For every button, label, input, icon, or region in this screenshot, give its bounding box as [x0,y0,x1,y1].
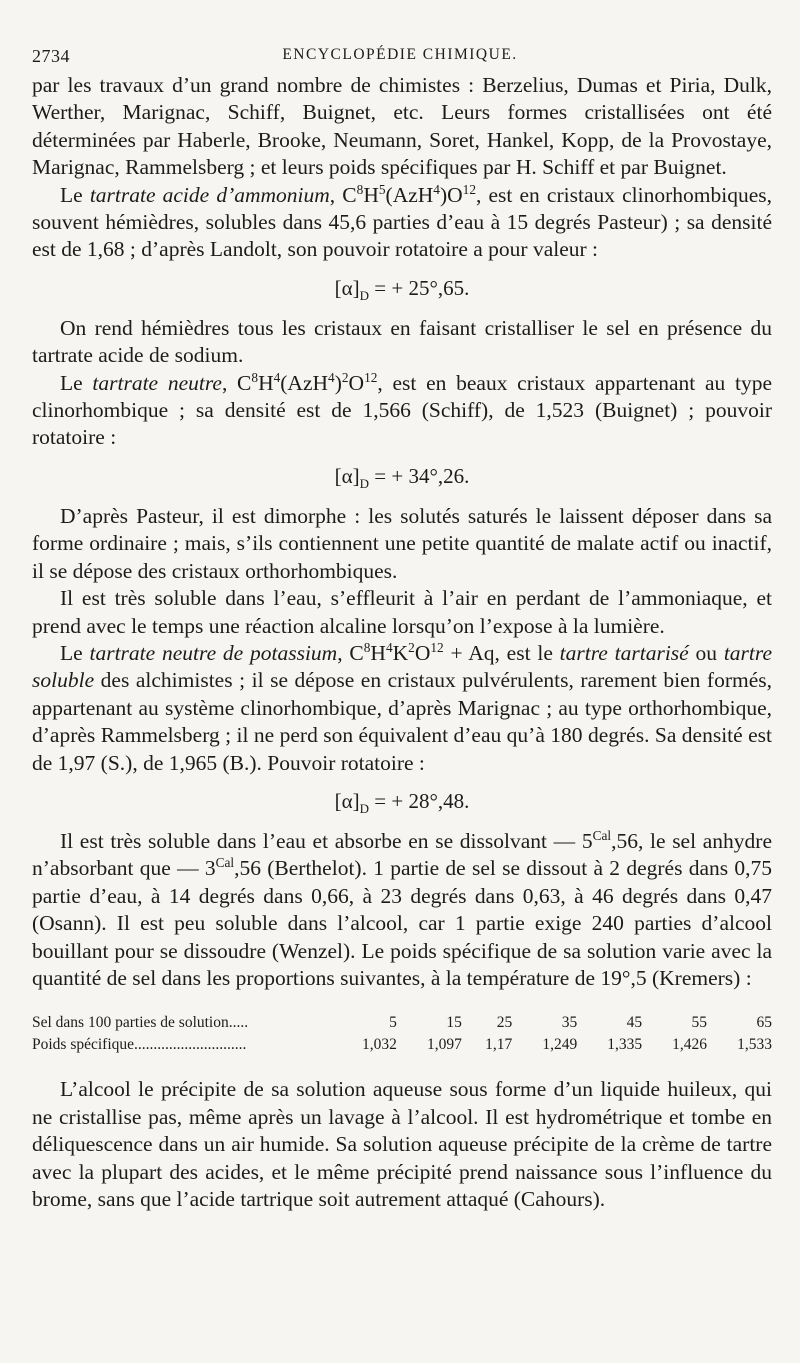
paragraph-3: On rend hémièdres tous les cristaux en faisant cristalliser le sel en présence du tartrate acide de sodium. [32,315,772,368]
table-cell: 5 [389,1014,397,1032]
table-cell: 1,249 [542,1036,578,1054]
paragraph-ammonium-acid-tartrate: Le tartrate acide d’ammonium, $C^8H^5(AzH^4)O^{12}$, est en cristaux clinorhombiques, souvent hémièdres, solubles dans 45,6 parties d’eau à 15 degrés Pasteur) ; sa densité est de 1,68 ; d’après Landolt, son pouvoir rotatoire a pour valeur : [32,181,772,262]
paragraph-neutral-tartrate: Le tartrate neutre, $C^8H^4(AzH^4)^2O^{12}$, est en beaux cristaux appartenant au type clinorhombique ; sa densité est de 1,566 (Schiff), de 1,523 (Buignet) ; pouvoir rotatoire : [32,369,772,450]
equation-rotatory-power-1: $[\alpha]_D$ = + 25°,65. [334,275,470,304]
running-title: ENCYCLOPÉDIE CHIMIQUE. [282,46,518,63]
table-cell: 25 [496,1014,513,1032]
row-label: Poids spécifique............................. [32,1036,247,1054]
compound-name: tartrate neutre de potassium [89,640,338,665]
table-cell: 35 [561,1014,578,1032]
page-header [32,40,768,72]
table-cell: 1,097 [426,1036,462,1054]
paragraph-potassium-tartrate: Le tartrate neutre de potassium, $C^8H^4K^2O^{12} + Aq$, est le tartre tartarisé ou tartre soluble des alchimistes ; il se dépose en cristaux pulvérulents, rarement bien formés, appartenant au système clinorhombique, d’après Marignac ; au type orthorhombique, d’après Rammelsberg ; il ne perd son équivalent d’eau qu’à 180 degrés. Sa densité est de 1,97 (S.), de 1,965 (B.). Pouvoir rotatoire : [32,639,773,775]
table-cell: 1,426 [672,1036,708,1054]
table-cell: 55 [691,1014,708,1032]
table-cell: 65 [756,1014,772,1032]
equation-rotatory-power-2: $[\alpha]_D$ = + 34°,26. [334,463,470,492]
paragraph-6: Il est très soluble dans l’eau, s’effleurit à l’air en perdant de l’ammoniaque, et prend avec le temps une réaction alcaline lorsqu’on l’expose à la lumière. [32,586,772,638]
table-cell: 1,032 [362,1036,397,1054]
specific-gravity-table [32,1012,772,1056]
paragraph-1: par les travaux d’un grand nombre de chimistes : Berzelius, Dumas et Piria, Dulk, Werther, Marignac, Schiff, Buignet, etc. Leurs formes cristallisées ont été déterminées par Haberle, Brooke, Neumann, Soret, Hankel, Kopp, de la Provostaye, Marignac, Rammelsberg ; et leurs poids spécifiques par H. Schiff et par Buignet. [32,73,772,180]
table-row [32,1012,772,1034]
row-label: Sel dans 100 parties de solution..... [32,1014,249,1032]
synonym-name: tartre tartarisé [559,640,689,665]
page-number: 2734 [32,46,70,66]
paragraph-9: L’alcool le précipite de sa solution aqueuse sous forme d’un liquide huileux, qui ne cristallise pas, même après un lavage à l’alcool. Il est hydrométrique et tombe en déliquescence dans un air humide. Sa solution aqueuse précipite de la crème de tartre avec la plupart des acides, et le même précipité prend naissance sous l’influence du brome, sans que l’acide tartrique soit autrement attaqué (Cahours). [32,1077,772,1211]
table-cell: 1,533 [737,1036,772,1054]
table-row [32,1034,772,1056]
compound-name: tartrate neutre [92,370,222,395]
table-cell: 1,335 [607,1036,643,1054]
table-cell: 1,17 [485,1036,513,1054]
table-cell: 15 [446,1014,462,1032]
equation-rotatory-power-3: $[\alpha]_D$ = + 28°,48. [334,788,470,817]
compound-name: tartrate acide d’ammonium [89,182,330,207]
paragraph-5: D’après Pasteur, il est dimorphe : les solutés saturés le laissent déposer dans sa forme ordinaire ; mais, s’ils contiennent une petite quantité de malate actif ou inactif, il se dépose des cristaux orthorhombiques. [32,503,772,583]
synonym-name: tartre soluble [32,640,773,693]
paragraph-solubility: Il est très soluble dans l’eau et absorbe en se dissolvant — $5^{Cal},56$, le sel anhydre n’absorbant que — $3^{Cal},56$ (Berthelot). 1 partie de sel se dissout à 2 degrés dans 0,75 partie d’eau, à 14 degrés dans 0,66, à 23 degrés dans 0,63, à 46 degrés dans 0,47 (Osann). Il est peu soluble dans l’alcool, car 1 partie exige 240 parties d’alcool bouillant pour se dissoudre (Wenzel). Le poids spécifique de sa solution varie avec la quantité de sel dans les proportions suivantes, à la température de 19°,5 (Kremers) : [32,827,772,990]
page-body [32,72,772,1213]
table-cell: 45 [626,1014,643,1032]
